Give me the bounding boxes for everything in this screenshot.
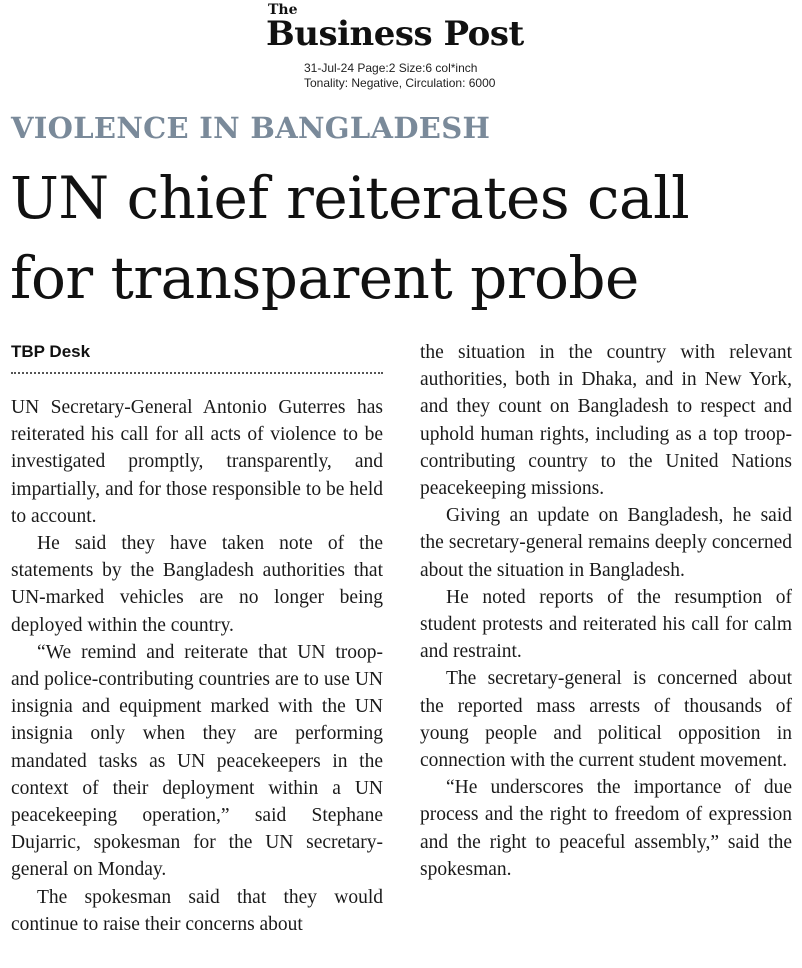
headline-line-1: UN chief reiterates call [10, 164, 690, 232]
section-kicker: VIOLENCE IN BANGLADESH [11, 111, 491, 145]
clipping-meta-line-1: 31-Jul-24 Page:2 Size:6 col*inch [304, 61, 478, 75]
newspaper-logo-prefix: The [268, 2, 298, 18]
paragraph: Giving an update on Bangladesh, he said the secretary-general remains deeply concerned about the situation in Bangladesh. [420, 505, 792, 581]
paragraph: UN Secretary-General Antonio Guterres has reiterated his call for all acts of violence to be investigated promptly, transparently, and impartially, and for those responsible to be held to account. [11, 397, 383, 527]
byline: TBP Desk [11, 342, 91, 361]
paragraph: He said they have taken note of the statements by the Bangladesh authorities that UN-marked vehicles are no longer being deployed within the country. [11, 533, 383, 636]
masthead [0, 0, 802, 100]
paragraph: He noted reports of the resumption of student protests and reiterated his call for calm and restraint. [420, 586, 792, 663]
headline-line-2: for transparent probe [10, 244, 639, 312]
byline-divider [11, 372, 383, 374]
article-headline [10, 158, 800, 318]
article-column-left [11, 394, 383, 938]
paragraph: “We remind and reiterate that UN troop- and police-contributing countries are to use UN insignia and equipment marked with the UN insignia only when they are performing mandated tasks as UN peacekeepers in the context of their deployment within a UN peacekeeping operation,” said Stephane Dujarric, spokesman for the UN secretary-general on Monday. [11, 641, 383, 881]
paragraph: The spokesman said that they would continue to raise their concerns about [11, 886, 383, 935]
paragraph: the situation in the country with relevant authorities, both in Dhaka, and in New York, and they count on Bangladesh to respect and uphold human rights, including as a top troop-contributing country to the United Nations peacekeeping missions. [420, 342, 792, 500]
article-column-right [420, 339, 792, 883]
newspaper-logo: Business Post [266, 14, 524, 54]
paragraph: The secretary-general is concerned about the reported mass arrests of thousands of young people and political opposition in connection with the current student movement. [420, 668, 792, 772]
clipping-meta-line-2: Tonality: Negative, Circulation: 6000 [304, 76, 496, 90]
paragraph: “He underscores the importance of due process and the right to freedom of expression and the right to peaceful assembly,” said the spokesman. [420, 777, 792, 880]
